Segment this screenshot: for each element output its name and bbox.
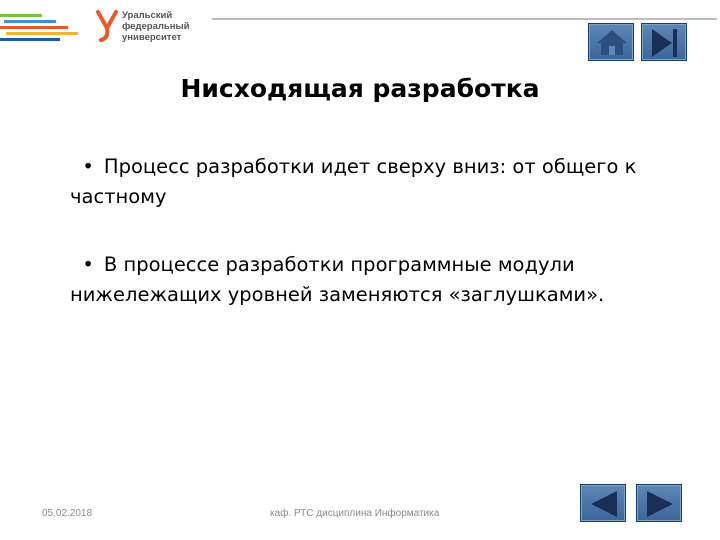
next-slide-button[interactable] [636, 484, 682, 522]
bullet-text: Процесс разработки идет сверху вниз: от общего к частному [70, 155, 637, 208]
logo-line-3: университет [122, 32, 182, 43]
university-logo-icon [96, 10, 118, 42]
university-name [122, 10, 189, 43]
slide-title-text: Нисходящая разработка [180, 74, 540, 103]
footer-date: 05.02.2018 [42, 508, 93, 519]
bullet-item [70, 250, 690, 310]
home-button[interactable] [588, 23, 634, 61]
bullet-text: В процессе разработки программные модули нижележащих уровней заменяются «заглушками». [70, 253, 605, 306]
slide-content [70, 152, 690, 348]
logo-line-1: Уральский [122, 10, 173, 21]
prev-arrow-icon [581, 485, 627, 523]
bullet-icon: • [70, 253, 94, 276]
logo-line-2: федеральный [122, 21, 190, 32]
header-divider [212, 18, 717, 20]
previous-slide-button[interactable] [580, 484, 626, 522]
home-icon [589, 24, 635, 62]
next-arrow-icon [637, 485, 683, 523]
skip-to-end-icon [642, 24, 688, 62]
footer-course: каф. РТС дисциплина Информатика [270, 508, 440, 519]
bullet-icon: • [70, 155, 94, 178]
skip-to-end-button[interactable] [641, 23, 687, 61]
header-stripes [0, 14, 78, 42]
bullet-item [70, 152, 690, 212]
slide-title [0, 74, 720, 103]
